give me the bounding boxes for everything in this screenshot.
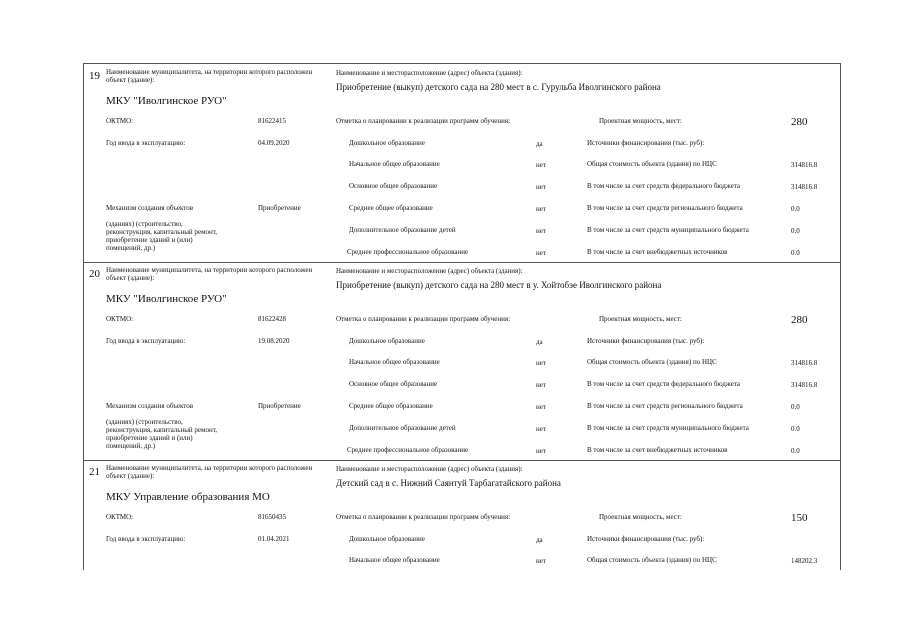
funding-name: Общая стоимость объекта (здания) по НЦС <box>587 160 717 168</box>
mechanism-value: Приобретение <box>258 402 301 410</box>
oktmo-value: 81650435 <box>258 513 286 521</box>
program-value: нет <box>536 161 546 169</box>
mechanism-value: Приобретение <box>258 204 301 212</box>
program-value: нет <box>536 205 546 213</box>
record-20 <box>84 262 840 461</box>
mechanism-label: Механизм создания объектов <box>106 204 194 212</box>
mechanism-detail: (зданиях) (строительство, реконструкция, капитальный ремонт, приобретение зданий и (или) помещений, др.) <box>106 418 217 450</box>
funding-value: 314816.8 <box>791 381 818 389</box>
municipality-label: Наименование муниципалитета, на территории которого расположен объект (здание): <box>106 266 313 282</box>
capacity-label: Проектная мощность, мест: <box>599 315 682 323</box>
funding-value: 0.0 <box>791 227 800 235</box>
organization-name: МКУ "Иволгинское РУО" <box>106 95 227 107</box>
funding-value: 0.0 <box>791 205 800 213</box>
program-value: да <box>536 338 543 346</box>
record-19 <box>84 64 840 263</box>
program-name: Дошкольное образование <box>349 337 425 345</box>
program-name: Основное общее образование <box>349 182 438 190</box>
record-21 <box>84 460 840 570</box>
oktmo-value: 81622415 <box>258 117 286 125</box>
program-value: нет <box>536 447 546 455</box>
year-value: 04.09.2020 <box>258 139 290 147</box>
funding-value: 314816.8 <box>791 161 818 169</box>
program-value: нет <box>536 381 546 389</box>
object-address: Приобретение (выкуп) детского сада на 280 мест в с. Гурульба Иволгинского района <box>336 82 661 92</box>
oktmo-label: ОКТМО: <box>106 513 134 521</box>
record-number: 21 <box>89 466 100 478</box>
program-value: нет <box>536 183 546 191</box>
record-number: 19 <box>89 70 100 82</box>
capacity-label: Проектная мощность, мест: <box>599 513 682 521</box>
funding-value: 0.0 <box>791 447 800 455</box>
program-name: Дополнительное образование детей <box>349 424 456 432</box>
funding-name: В том числе за счет средств федерального бюджета <box>587 380 740 388</box>
municipality-label: Наименование муниципалитета, на территории которого расположен объект (здание): <box>106 464 313 480</box>
document-table <box>83 63 841 570</box>
year-label: Год ввода в эксплуатацию: <box>106 139 186 147</box>
programs-label: Отметка о плаировании к реализации программ обучения: <box>336 117 511 125</box>
funding-name: Общая стоимость объекта (здания) по НЦС <box>587 358 717 366</box>
oktmo-value: 81622428 <box>258 315 286 323</box>
funding-value: 0.0 <box>791 403 800 411</box>
program-name: Среднее профессиональное образование <box>347 248 469 256</box>
program-value: нет <box>536 249 546 257</box>
record-number: 20 <box>89 268 100 280</box>
object-address-label: Наименование и месторасположение (адрес) объекта (здания): <box>336 267 523 275</box>
funding-label: Источники финансирования (тыс. руб): <box>587 139 705 147</box>
capacity-value: 150 <box>791 512 808 524</box>
funding-value: 148202.3 <box>791 557 818 565</box>
funding-value: 314816.8 <box>791 183 818 191</box>
funding-name: Общая стоимость объекта (здания) по НЦС <box>587 556 717 564</box>
program-value: да <box>536 140 543 148</box>
oktmo-label: ОКТМО: <box>106 117 134 125</box>
program-name: Начальное общее образование <box>349 160 440 168</box>
program-value: нет <box>536 359 546 367</box>
organization-name: МКУ Управление образования МО <box>106 491 270 503</box>
funding-name: В том числе за счет средств регионального бюджета <box>587 402 743 410</box>
oktmo-label: ОКТМО: <box>106 315 134 323</box>
year-value: 01.04.2021 <box>258 535 290 543</box>
funding-name: В том числе за счет средств регионального бюджета <box>587 204 743 212</box>
programs-label: Отметка о плаировании к реализации программ обучения: <box>336 513 511 521</box>
municipality-label: Наименование муниципалитета, на территории которого расположен объект (здание): <box>106 68 313 84</box>
program-name: Среднее профессиональное образование <box>347 446 469 454</box>
funding-value: 314816.8 <box>791 359 818 367</box>
program-value: нет <box>536 557 546 565</box>
program-value: нет <box>536 227 546 235</box>
object-address-label: Наименование и месторасположение (адрес) объекта (здания): <box>336 69 523 77</box>
year-label: Год ввода в эксплуатацию: <box>106 337 186 345</box>
program-name: Дошкольное образование <box>349 535 425 543</box>
funding-name: В том числе за счет внебюджетных источников <box>587 446 728 454</box>
program-name: Среднее общее образование <box>349 402 433 410</box>
programs-label: Отметка о плаировании к реализации программ обучения: <box>336 315 511 323</box>
capacity-value: 280 <box>791 116 808 128</box>
program-value: нет <box>536 403 546 411</box>
capacity-value: 280 <box>791 314 808 326</box>
program-value: нет <box>536 425 546 433</box>
mechanism-label: Механизм создания объектов <box>106 402 194 410</box>
object-address-label: Наименование и месторасположение (адрес) объекта (здания): <box>336 465 523 473</box>
object-address: Приобретение (выкуп) детского сада на 280 мест в у. Хойтобэе Иволгинского района <box>336 280 662 290</box>
program-name: Основное общее образование <box>349 380 438 388</box>
funding-name: В том числе за счет средств муниципального бюджета <box>587 424 749 432</box>
object-address: Детский сад в с. Нижний Саянтуй Тарбагатайского района <box>336 478 561 488</box>
program-name: Среднее общее образование <box>349 204 433 212</box>
program-name: Дошкольное образование <box>349 139 425 147</box>
funding-value: 0.0 <box>791 425 800 433</box>
year-value: 19.08.2020 <box>258 337 290 345</box>
funding-value: 0.0 <box>791 249 800 257</box>
funding-name: В том числе за счет средств федерального бюджета <box>587 182 740 190</box>
program-name: Дополнительное образование детей <box>349 226 456 234</box>
capacity-label: Проектная мощность, мест: <box>599 117 682 125</box>
funding-label: Источники финансирования (тыс. руб): <box>587 535 705 543</box>
program-name: Начальное общее образование <box>349 556 440 564</box>
mechanism-detail: (зданиях) (строительство, реконструкция, капитальный ремонт, приобретение зданий и (или) помещений, др.) <box>106 220 217 252</box>
funding-name: В том числе за счет средств муниципального бюджета <box>587 226 749 234</box>
program-name: Начальное общее образование <box>349 358 440 366</box>
year-label: Год ввода в эксплуатацию: <box>106 535 186 543</box>
funding-name: В том числе за счет внебюджетных источников <box>587 248 728 256</box>
program-value: да <box>536 536 543 544</box>
funding-label: Источники финансирования (тыс. руб): <box>587 337 705 345</box>
organization-name: МКУ "Иволгинское РУО" <box>106 293 227 305</box>
